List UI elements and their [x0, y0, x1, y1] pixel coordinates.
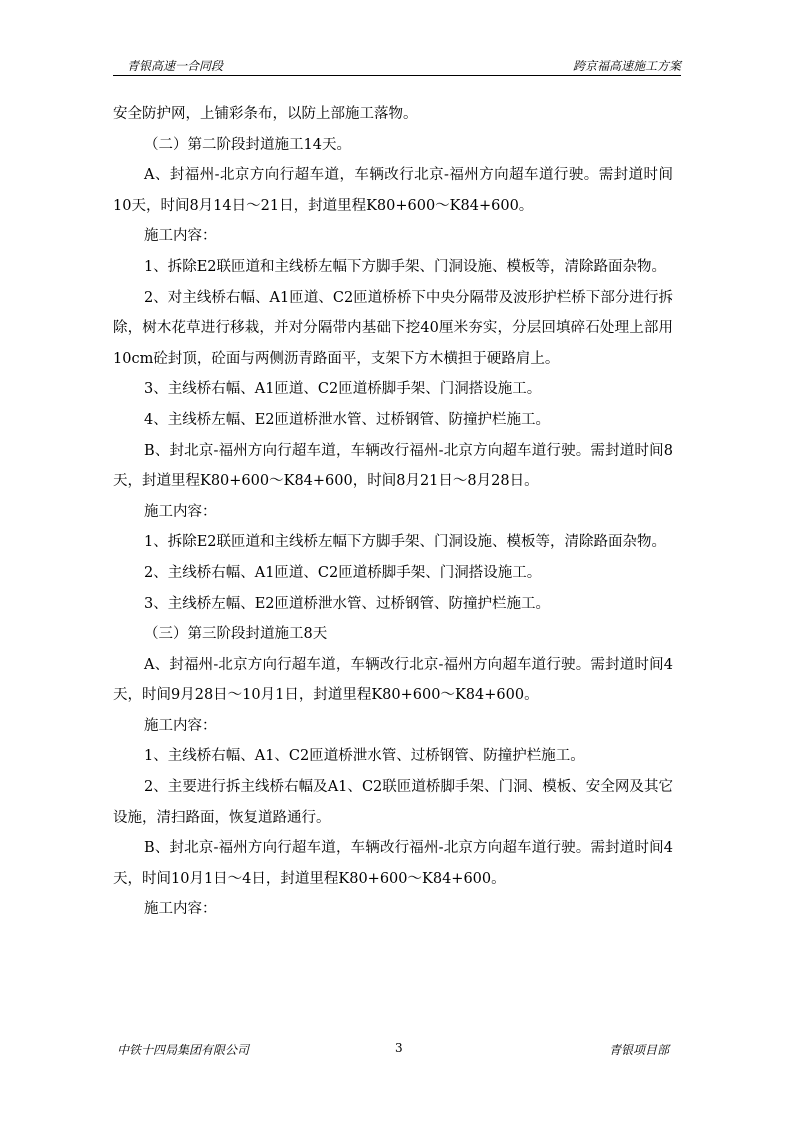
list-item: 1、拆除E2联匝道和主线桥左幅下方脚手架、门洞设施、模板等，清除路面杂物。 [144, 258, 667, 275]
page-footer [113, 1041, 681, 1059]
document-body [113, 99, 673, 925]
page-header [113, 55, 681, 76]
paragraph: A、封福州-北京方向行超车道，车辆改行北京-福州方向超车道行驶。需封道时间4天，时间9月28日～10月1日，封道里程K80+600～K84+600。 [113, 656, 673, 704]
paragraph: B、封北京-福州方向行超车道，车辆改行福州-北京方向超车道行驶。需封道时间8天，封道里程K80+600～K84+600，时间8月21日～8月28日。 [113, 442, 673, 490]
footer-department: 青银项目部 [608, 1043, 669, 1057]
list-item: 2、主线桥右幅、A1匝道、C2匝道桥脚手架、门洞搭设施工。 [144, 564, 542, 581]
subheading: 施工内容： [144, 228, 217, 245]
footer-company: 中铁十四局集团有限公司 [117, 1043, 250, 1057]
paragraph: A、封福州-北京方向行超车道，车辆改行北京-福州方向超车道行驶。需封道时间10天，时间8月14日～21日，封道里程K80+600～K84+600。 [113, 167, 673, 214]
section-heading: （二）第二阶段封道施工14天。 [144, 136, 351, 153]
header-project-name: 青银高速一合同段 [127, 59, 224, 73]
list-item: 2、主要进行拆主线桥右幅及A1、C2联匝道桥脚手架、门洞、模板、安全网及其它设施，清扫路面，恢复道路通行。 [113, 779, 673, 826]
subheading: 施工内容： [144, 717, 217, 734]
list-item: 1、主线桥右幅、A1、C2匝道桥泄水管、过桥钢管、防撞护栏施工。 [144, 748, 585, 765]
subheading: 施工内容： [144, 503, 217, 520]
paragraph: 安全防护网，上铺彩条布，以防上部施工落物。 [113, 106, 418, 122]
list-item: 1、拆除E2联匝道和主线桥左幅下方脚手架、门洞设施、模板等，清除路面杂物。 [144, 534, 667, 551]
list-item: 4、主线桥左幅、E2匝道桥泄水管、过桥钢管、防撞护栏施工。 [144, 411, 551, 428]
section-heading: （三）第三阶段封道施工8天 [144, 626, 328, 643]
subheading: 施工内容： [144, 901, 217, 918]
list-item: 3、主线桥左幅、E2匝道桥泄水管、过桥钢管、防撞护栏施工。 [144, 595, 551, 612]
paragraph: B、封北京-福州方向行超车道，车辆改行福州-北京方向超车道行驶。需封道时间4天，时间10月1日～4日，封道里程K80+600～K84+600。 [113, 840, 673, 887]
list-item: 3、主线桥右幅、A1匝道、C2匝道桥脚手架、门洞搭设施工。 [144, 381, 542, 398]
page-number: 3 [395, 1041, 403, 1055]
header-document-title: 跨京福高速施工方案 [572, 59, 681, 73]
list-item: 2、对主线桥右幅、A1匝道、C2匝道桥桥下中央分隔带及波形护栏桥下部分进行拆除，树木花草进行移栽，并对分隔带内基础下挖40厘米夯实，分层回填碎石处理上部用10cm砼封顶，砼面与两侧沥青路面平，支架下方木横担于硬路肩上。 [113, 289, 673, 367]
